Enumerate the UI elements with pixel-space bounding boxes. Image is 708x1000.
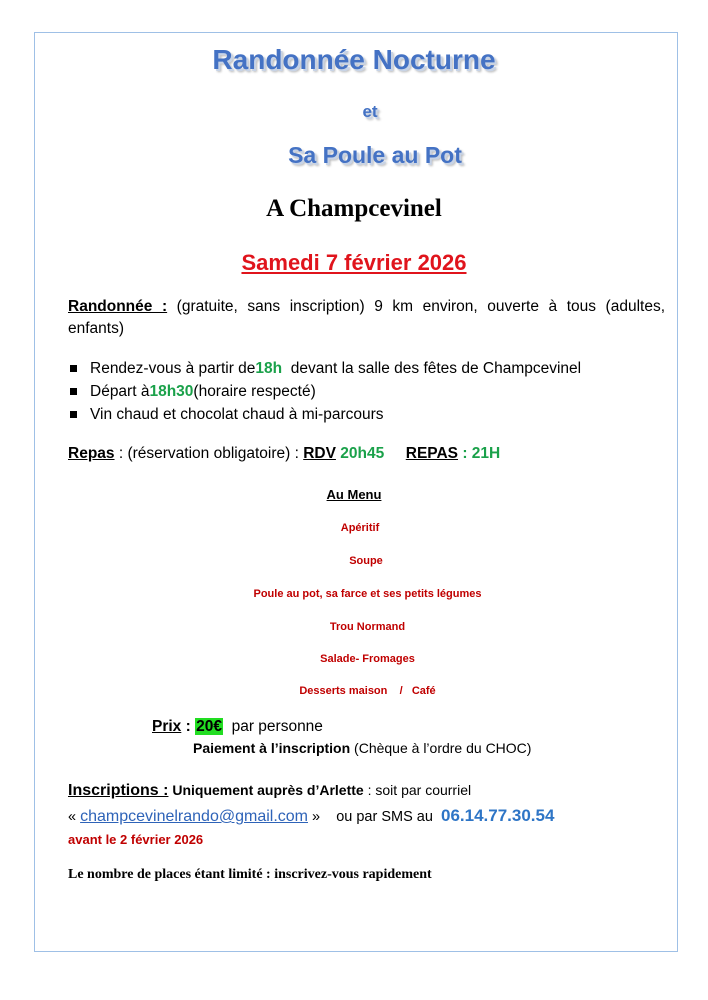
- menu-item: Poule au pot, sa farce et ses petits légumes: [253, 588, 482, 600]
- price-amount: 20€: [196, 718, 222, 735]
- limited-places-notice: Le nombre de places étant limité : inscrivez-vous rapidement: [68, 867, 432, 882]
- list-item: Vin chaud et chocolat chaud à mi-parcours: [68, 403, 581, 426]
- menu-item: Desserts maison / Café: [299, 685, 436, 697]
- title-connector: et: [362, 102, 378, 121]
- menu-item: Soupe: [349, 555, 383, 567]
- hike-label: Randonnée :: [68, 298, 168, 315]
- email-link[interactable]: champcevinelrando@gmail.com: [80, 808, 308, 825]
- contact-line: « champcevinelrando@gmail.com » ou par SMS au 06.14.77.30.54: [68, 806, 555, 825]
- menu-item: Salade- Fromages: [320, 653, 415, 665]
- event-title: Randonnée Nocturne: [212, 44, 496, 75]
- price-line: Prix : 20€ par personne: [152, 718, 323, 735]
- list-item: Rendez-vous à partir de 18h devant la salle des fêtes de Champcevinel: [68, 357, 581, 380]
- registration-line: Inscriptions : Uniquement auprès d’Arlette : soit par courriel: [68, 782, 472, 799]
- bullet-icon: [70, 388, 77, 395]
- event-subtitle: Sa Poule au Pot: [288, 142, 462, 168]
- meal-line: Repas : (réservation obligatoire) : RDV 20h45 REPAS : 21H: [68, 445, 501, 462]
- hike-description: (gratuite, sans inscription) 9 km environ, ouverte à tous (adultes, enfants): [68, 298, 666, 337]
- hike-paragraph: [68, 296, 665, 340]
- event-place: A Champcevinel: [266, 195, 442, 222]
- payment-line: Paiement à l’inscription (Chèque à l’ordre du CHOC): [193, 740, 532, 756]
- menu-title: Au Menu: [326, 487, 382, 502]
- hike-bullet-list: [68, 357, 581, 426]
- registration-label: Inscriptions :: [68, 782, 169, 799]
- menu-item: Apéritif: [340, 522, 380, 534]
- bullet-icon: [70, 365, 77, 372]
- bullet-icon: [70, 411, 77, 418]
- registration-deadline: avant le 2 février 2026: [68, 832, 204, 847]
- price-label: Prix: [152, 718, 182, 735]
- menu-item: Trou Normand: [329, 621, 406, 633]
- meal-label: Repas: [68, 445, 115, 462]
- list-item: Départ à 18h30 (horaire respecté): [68, 380, 581, 403]
- event-date: Samedi 7 février 2026: [241, 250, 467, 275]
- phone-number: 06.14.77.30.54: [441, 806, 555, 825]
